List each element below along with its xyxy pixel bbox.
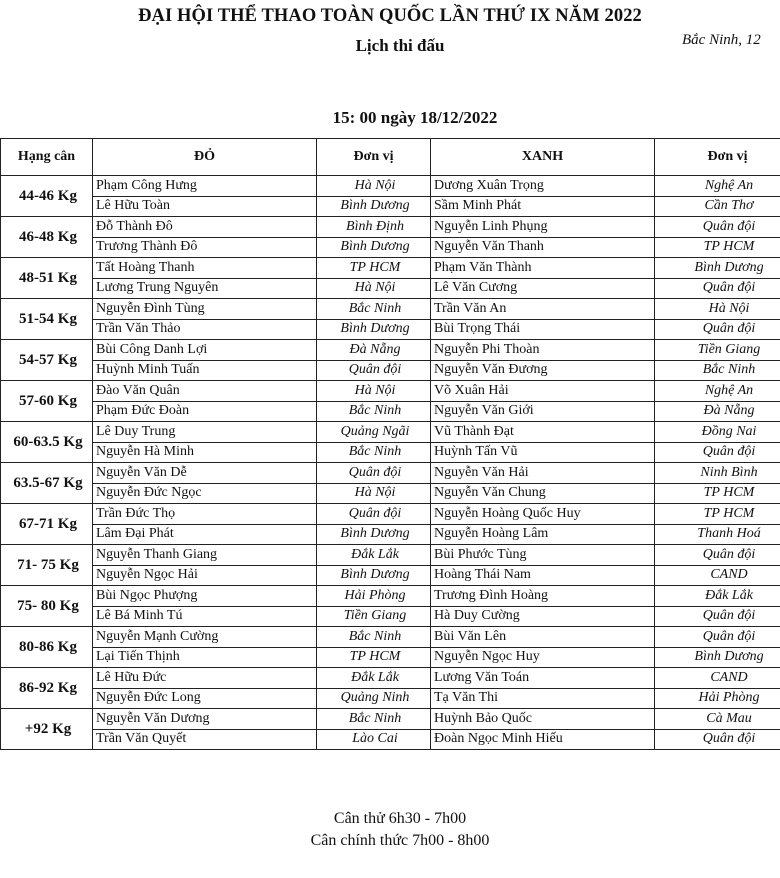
weight-class-cell: 80-86 Kg xyxy=(1,627,93,668)
red-unit-cell: Bình Dương xyxy=(317,524,431,545)
table-row xyxy=(1,463,780,484)
blue-unit-cell: Cần Thơ xyxy=(655,196,780,217)
weigh-in-official: Cân chính thức 7h00 - 8h00 xyxy=(310,832,490,849)
red-unit-cell: Bắc Ninh xyxy=(317,627,431,648)
table-row xyxy=(1,688,780,709)
red-athlete-cell: Trần Văn Quyết xyxy=(93,729,317,750)
blue-athlete-cell: Hà Duy Cường xyxy=(431,606,655,627)
blue-athlete-cell: Nguyễn Phi Thoàn xyxy=(431,340,655,361)
col-header-blue-unit: Đơn vị xyxy=(655,139,780,176)
table-row xyxy=(1,565,780,586)
blue-unit-cell: Bắc Ninh xyxy=(655,360,780,381)
weight-class-cell: 75- 80 Kg xyxy=(1,586,93,627)
weight-class-cell: 46-48 Kg xyxy=(1,217,93,258)
blue-athlete-cell: Phạm Văn Thành xyxy=(431,258,655,279)
red-unit-cell: Quảng Ngãi xyxy=(317,422,431,443)
red-unit-cell: Bắc Ninh xyxy=(317,299,431,320)
red-unit-cell: Lào Cai xyxy=(317,729,431,750)
weight-class-cell: 60-63.5 Kg xyxy=(1,422,93,463)
red-athlete-cell: Nguyễn Đức Long xyxy=(93,688,317,709)
blue-unit-cell: Quân đội xyxy=(655,606,780,627)
schedule-subtitle: Lịch thi đấu xyxy=(355,36,445,55)
weight-class-cell: 67-71 Kg xyxy=(1,504,93,545)
blue-unit-cell: Nghệ An xyxy=(655,381,780,402)
red-athlete-cell: Phạm Đức Đoàn xyxy=(93,401,317,422)
schedule-body xyxy=(1,176,780,750)
weight-class-cell: 57-60 Kg xyxy=(1,381,93,422)
weigh-in-trial: Cân thử 6h30 - 7h00 xyxy=(333,810,467,827)
blue-athlete-cell: Võ Xuân Hải xyxy=(431,381,655,402)
red-athlete-cell: Bùi Công Danh Lợi xyxy=(93,340,317,361)
red-athlete-cell: Trần Đức Thọ xyxy=(93,504,317,525)
red-athlete-cell: Lại Tiến Thịnh xyxy=(93,647,317,668)
table-row xyxy=(1,237,780,258)
red-athlete-cell: Huỳnh Minh Tuấn xyxy=(93,360,317,381)
blue-unit-cell: CAND xyxy=(655,668,780,689)
red-athlete-cell: Lâm Đại Phát xyxy=(93,524,317,545)
red-unit-cell: Hà Nội xyxy=(317,176,431,197)
table-row xyxy=(1,217,780,238)
red-unit-cell: Bình Dương xyxy=(317,319,431,340)
table-row xyxy=(1,196,780,217)
blue-unit-cell: CAND xyxy=(655,565,780,586)
blue-unit-cell: Đà Nẵng xyxy=(655,401,780,422)
blue-athlete-cell: Nguyễn Văn Chung xyxy=(431,483,655,504)
location-date: Bắc Ninh, 12 xyxy=(682,32,761,48)
red-athlete-cell: Phạm Công Hưng xyxy=(93,176,317,197)
blue-unit-cell: Thanh Hoá xyxy=(655,524,780,545)
red-unit-cell: Tiền Giang xyxy=(317,606,431,627)
red-athlete-cell: Lê Hữu Toàn xyxy=(93,196,317,217)
red-unit-cell: Bình Dương xyxy=(317,237,431,258)
red-athlete-cell: Nguyễn Đình Tùng xyxy=(93,299,317,320)
blue-athlete-cell: Nguyễn Văn Đương xyxy=(431,360,655,381)
col-header-red: ĐỎ xyxy=(93,139,317,176)
table-row xyxy=(1,504,780,525)
table-row xyxy=(1,319,780,340)
table-row xyxy=(1,627,780,648)
blue-athlete-cell: Bùi Trọng Thái xyxy=(431,319,655,340)
blue-unit-cell: Đồng Nai xyxy=(655,422,780,443)
weight-class-cell: 63.5-67 Kg xyxy=(1,463,93,504)
red-unit-cell: Quảng Ninh xyxy=(317,688,431,709)
table-row xyxy=(1,545,780,566)
blue-unit-cell: Hà Nội xyxy=(655,299,780,320)
blue-unit-cell: Bình Dương xyxy=(655,258,780,279)
blue-athlete-cell: Nguyễn Hoàng Lâm xyxy=(431,524,655,545)
red-unit-cell: Hà Nội xyxy=(317,278,431,299)
blue-unit-cell: Nghệ An xyxy=(655,176,780,197)
red-unit-cell: Hà Nội xyxy=(317,483,431,504)
red-unit-cell: Hà Nội xyxy=(317,381,431,402)
blue-unit-cell: Cà Mau xyxy=(655,709,780,730)
red-athlete-cell: Lê Bá Minh Tú xyxy=(93,606,317,627)
blue-unit-cell: Quân đội xyxy=(655,729,780,750)
blue-athlete-cell: Nguyễn Hoàng Quốc Huy xyxy=(431,504,655,525)
blue-unit-cell: Quân đội xyxy=(655,278,780,299)
table-row xyxy=(1,176,780,197)
col-header-red-unit: Đơn vị xyxy=(317,139,431,176)
blue-athlete-cell: Trương Đình Hoàng xyxy=(431,586,655,607)
red-athlete-cell: Nguyễn Hà Minh xyxy=(93,442,317,463)
red-athlete-cell: Lê Duy Trung xyxy=(93,422,317,443)
blue-unit-cell: Đắk Lắk xyxy=(655,586,780,607)
red-athlete-cell: Nguyễn Đức Ngọc xyxy=(93,483,317,504)
blue-unit-cell: Bình Dương xyxy=(655,647,780,668)
blue-unit-cell: TP HCM xyxy=(655,237,780,258)
blue-athlete-cell: Dương Xuân Trọng xyxy=(431,176,655,197)
weight-class-cell: 54-57 Kg xyxy=(1,340,93,381)
blue-unit-cell: Quân đội xyxy=(655,442,780,463)
red-athlete-cell: Đào Văn Quân xyxy=(93,381,317,402)
red-unit-cell: Đà Nẵng xyxy=(317,340,431,361)
blue-athlete-cell: Huỳnh Tấn Vũ xyxy=(431,442,655,463)
blue-athlete-cell: Nguyễn Văn Thanh xyxy=(431,237,655,258)
table-row xyxy=(1,381,780,402)
red-athlete-cell: Trần Văn Thảo xyxy=(93,319,317,340)
table-row xyxy=(1,401,780,422)
weight-class-cell: 86-92 Kg xyxy=(1,668,93,709)
table-row xyxy=(1,299,780,320)
col-header-blue: XANH xyxy=(431,139,655,176)
table-row xyxy=(1,442,780,463)
red-unit-cell: Đắk Lắk xyxy=(317,545,431,566)
table-row xyxy=(1,258,780,279)
col-header-weight: Hạng cân xyxy=(1,139,93,176)
table-header-row xyxy=(1,139,780,176)
table-row xyxy=(1,668,780,689)
blue-athlete-cell: Vũ Thành Đạt xyxy=(431,422,655,443)
red-athlete-cell: Tất Hoàng Thanh xyxy=(93,258,317,279)
blue-athlete-cell: Nguyễn Linh Phụng xyxy=(431,217,655,238)
table-row xyxy=(1,278,780,299)
red-unit-cell: Bắc Ninh xyxy=(317,709,431,730)
red-athlete-cell: Nguyễn Thanh Giang xyxy=(93,545,317,566)
blue-unit-cell: Quân đội xyxy=(655,545,780,566)
red-athlete-cell: Nguyễn Mạnh Cường xyxy=(93,627,317,648)
blue-athlete-cell: Bùi Phước Tùng xyxy=(431,545,655,566)
red-unit-cell: Quân đội xyxy=(317,360,431,381)
red-unit-cell: Bình Định xyxy=(317,217,431,238)
red-athlete-cell: Đỗ Thành Đô xyxy=(93,217,317,238)
blue-athlete-cell: Lương Văn Toán xyxy=(431,668,655,689)
red-unit-cell: Hải Phòng xyxy=(317,586,431,607)
weight-class-cell: 48-51 Kg xyxy=(1,258,93,299)
table-row xyxy=(1,709,780,730)
red-athlete-cell: Trương Thành Đô xyxy=(93,237,317,258)
red-unit-cell: Quân đội xyxy=(317,504,431,525)
blue-athlete-cell: Tạ Văn Thi xyxy=(431,688,655,709)
blue-unit-cell: Quân đội xyxy=(655,627,780,648)
blue-athlete-cell: Hoàng Thái Nam xyxy=(431,565,655,586)
weight-class-cell: 71- 75 Kg xyxy=(1,545,93,586)
schedule-table xyxy=(0,138,780,750)
table-row xyxy=(1,422,780,443)
table-row xyxy=(1,606,780,627)
red-athlete-cell: Lê Hữu Đức xyxy=(93,668,317,689)
blue-unit-cell: Quân đội xyxy=(655,217,780,238)
table-row xyxy=(1,524,780,545)
blue-athlete-cell: Nguyễn Văn Hải xyxy=(431,463,655,484)
red-unit-cell: Bình Dương xyxy=(317,565,431,586)
blue-athlete-cell: Trần Văn An xyxy=(431,299,655,320)
blue-athlete-cell: Lê Văn Cương xyxy=(431,278,655,299)
blue-unit-cell: Ninh Bình xyxy=(655,463,780,484)
red-unit-cell: Bắc Ninh xyxy=(317,442,431,463)
table-row xyxy=(1,340,780,361)
table-row xyxy=(1,586,780,607)
blue-unit-cell: Tiền Giang xyxy=(655,340,780,361)
red-unit-cell: Quân đội xyxy=(317,463,431,484)
blue-athlete-cell: Nguyễn Ngọc Huy xyxy=(431,647,655,668)
blue-athlete-cell: Đoàn Ngọc Minh Hiếu xyxy=(431,729,655,750)
red-unit-cell: Bắc Ninh xyxy=(317,401,431,422)
blue-athlete-cell: Bùi Văn Lên xyxy=(431,627,655,648)
page-title: ĐẠI HỘI THỂ THAO TOÀN QUỐC LẦN THỨ IX NĂM 2022 xyxy=(138,6,642,26)
table-row xyxy=(1,729,780,750)
weight-class-cell: 51-54 Kg xyxy=(1,299,93,340)
blue-athlete-cell: Nguyễn Văn Giới xyxy=(431,401,655,422)
table-row xyxy=(1,360,780,381)
table-row xyxy=(1,647,780,668)
weight-class-cell: +92 Kg xyxy=(1,709,93,750)
red-athlete-cell: Nguyễn Văn Dễ xyxy=(93,463,317,484)
red-athlete-cell: Bùi Ngọc Phượng xyxy=(93,586,317,607)
red-unit-cell: Đắk Lắk xyxy=(317,668,431,689)
blue-unit-cell: TP HCM xyxy=(655,504,780,525)
table-row xyxy=(1,483,780,504)
blue-unit-cell: TP HCM xyxy=(655,483,780,504)
blue-athlete-cell: Huỳnh Bảo Quốc xyxy=(431,709,655,730)
blue-unit-cell: Quân đội xyxy=(655,319,780,340)
match-datetime: 15: 00 ngày 18/12/2022 xyxy=(332,108,498,127)
red-unit-cell: TP HCM xyxy=(317,258,431,279)
red-unit-cell: Bình Dương xyxy=(317,196,431,217)
blue-athlete-cell: Sầm Minh Phát xyxy=(431,196,655,217)
red-unit-cell: TP HCM xyxy=(317,647,431,668)
red-athlete-cell: Lương Trung Nguyên xyxy=(93,278,317,299)
red-athlete-cell: Nguyễn Văn Dương xyxy=(93,709,317,730)
blue-unit-cell: Hải Phòng xyxy=(655,688,780,709)
red-athlete-cell: Nguyễn Ngọc Hải xyxy=(93,565,317,586)
weight-class-cell: 44-46 Kg xyxy=(1,176,93,217)
